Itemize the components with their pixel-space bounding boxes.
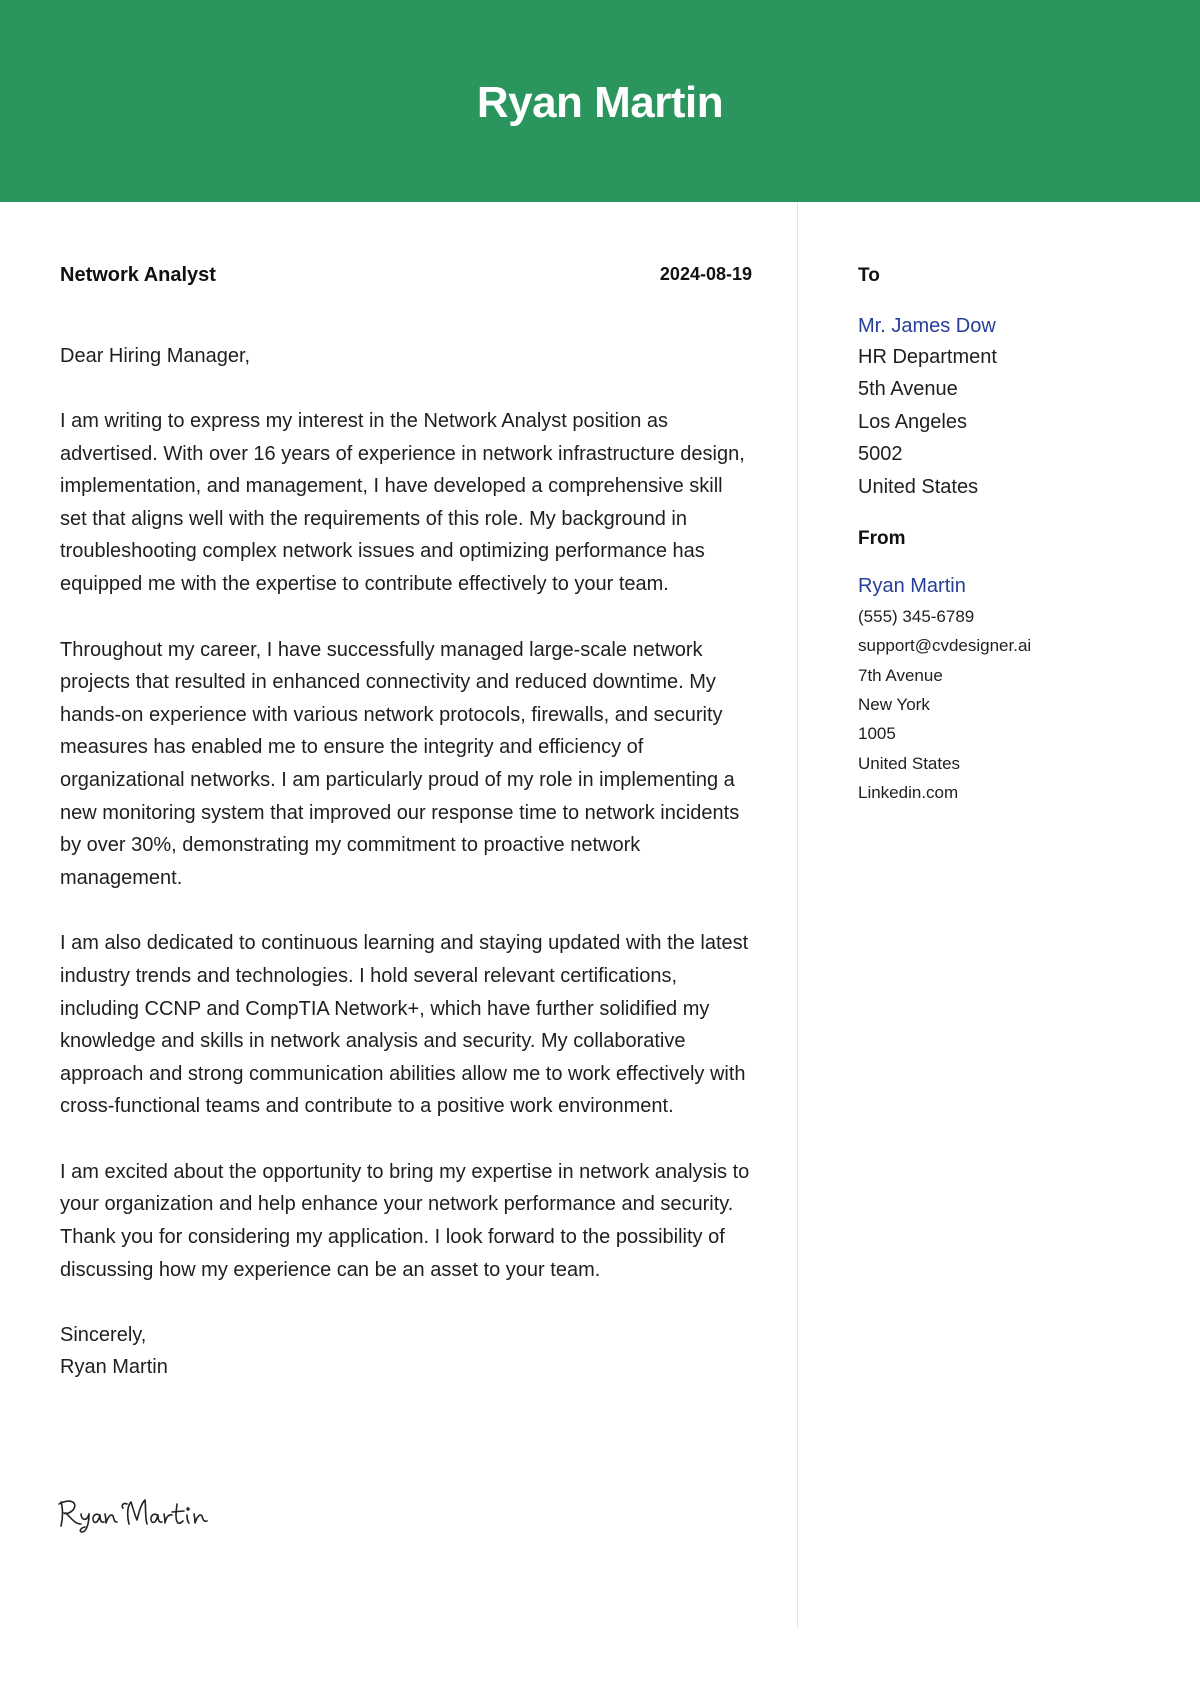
paragraph-2: Throughout my career, I have successfully managed large-scale network projects that resulted in enhanced connectivity and reduced downtime. My hands-on experience with various network protocols, firewalls, and security measures has enabled me to ensure the integrity and efficiency of organizational networks. I am particularly proud of my role in implementing a new monitoring system that improved our response time to network incidents by over 30%, demonstrating my commitment to proactive network management. — [60, 638, 740, 889]
sender-country: United States — [858, 753, 961, 773]
closing-block — [60, 1319, 752, 1383]
title-row — [60, 262, 752, 292]
sender-street: 7th Avenue — [858, 665, 943, 685]
from-heading: From — [858, 528, 906, 550]
recipient-name: Mr. James Dow — [858, 315, 996, 337]
recipient-country: United States — [858, 475, 979, 498]
signature-drawing — [57, 1494, 217, 1536]
column-divider — [797, 202, 798, 1628]
job-title: Network Analyst — [60, 264, 216, 286]
handwritten-signature — [57, 1494, 217, 1541]
sender-postal-code: 1005 — [858, 724, 896, 744]
closing-phrase: Sincerely, — [60, 1324, 147, 1347]
letter-date: 2024-08-19 — [659, 264, 752, 284]
header-banner — [0, 0, 1200, 202]
recipient-department: HR Department — [858, 346, 997, 368]
letter-body — [60, 262, 752, 1383]
sender-name: Ryan Martin — [858, 575, 966, 598]
paragraph-1: I am writing to express my interest in the Network Analyst position as advertised. With over 16 years of experience in network infrastructure design, implementation, and management, I have developed a comprehensive skill set that aligns well with the requirements of this role. My background in troubleshooting complex network issues and optimizing performance has equipped me with the expertise to contribute effectively to your team. — [60, 410, 745, 595]
salutation: Dear Hiring Manager, — [60, 345, 251, 367]
sender-city: New York — [858, 694, 930, 714]
sender-phone: (555) 345-6789 — [858, 607, 975, 627]
paragraph-3: I am also dedicated to continuous learning and staying updated with the latest industry trends and technologies. I hold several relevant certifications, including CCNP and CompTIA Network+, which have further solidified my knowledge and skills in network analysis and security. My collaborative approach and strong communication abilities allow me to work effectively with cross-functional teams and contribute to a positive work environment. — [60, 932, 749, 1118]
paragraph-4: I am excited about the opportunity to bring my expertise in network analysis to your organization and help enhance your network performance and security. Thank you for considering my application. I look forward to the possibility of discussing how my experience can be an asset to your team. — [60, 1160, 750, 1281]
recipient-street: 5th Avenue — [858, 378, 958, 401]
to-heading: To — [858, 265, 880, 286]
sender-email: support@cvdesigner.ai — [858, 636, 1032, 656]
header-name: Ryan Martin — [476, 78, 724, 127]
address-sidebar — [858, 262, 1158, 807]
recipient-postal-code: 5002 — [858, 443, 903, 466]
recipient-city: Los Angeles — [858, 410, 967, 433]
closing-name: Ryan Martin — [60, 1356, 168, 1379]
sender-website: Linkedin.com — [858, 782, 959, 802]
